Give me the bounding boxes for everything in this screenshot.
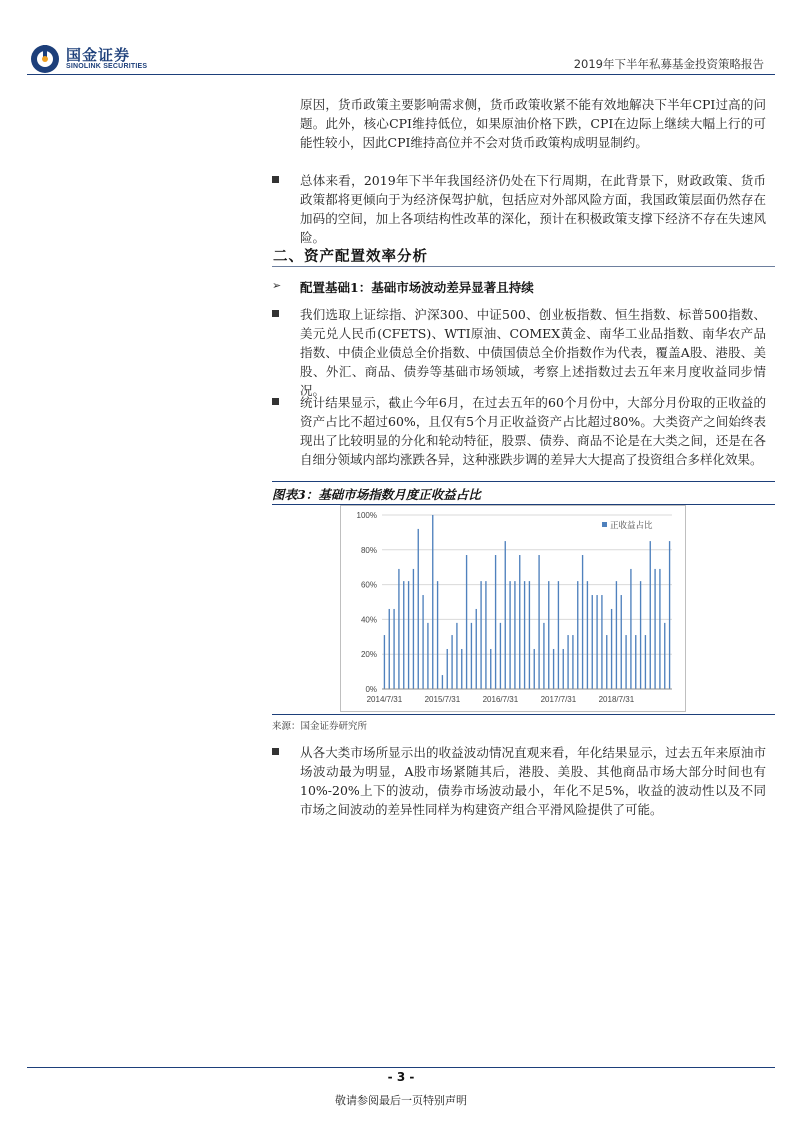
y-tick-label: 20% [360,650,377,660]
bar [543,623,544,689]
bar [480,581,481,689]
section-title: 二、资产配置效率分析 [273,249,428,265]
paragraph-summary: 总体来看，2019年下半年我国经济仍处在下行周期，在此背景下，财政政策、货币政策都将更倾向于为经济保驾护航，包括应对外部风险方面，我国政策层面仍然存在加码的空间，加上各项结构性改革的深化，预计在积极政策支撑下经济不存在失速风险。 [300,173,766,245]
bar [577,581,578,689]
footer-divider [27,1067,775,1068]
x-tick-label: 2015/7/31 [424,695,461,704]
bar [418,529,419,689]
bar [514,581,515,689]
bar [509,581,510,689]
bar [616,581,617,689]
bar [582,555,583,689]
bar [461,649,462,689]
bar [422,595,423,689]
bullet-marker [272,176,279,183]
arrow-bullet-icon: ➢ [272,279,282,292]
bar [413,569,414,689]
bar [563,649,564,689]
bar [447,649,448,689]
paragraph-statistics: 统计结果显示，截止今年6月，在过去五年的60个月份中，大部分月份取的正收益的资产占比不超过60%，且仅有5个月正收益资产占比超过80%。大类资产之间始终表现出了比较明显的分化和轮动特征，股票、债券、商品不论是在大类之间，还是在各自细分领域内部均涨跌各异，这种涨跌步调的差异大大提高了投资组合多样化效果。 [300,395,766,467]
figure-title: 图表3：基础市场指数月度正收益占比 [272,487,481,502]
bar [485,581,486,689]
bar [398,569,399,689]
header-divider [27,74,775,75]
section-divider [272,266,775,267]
bar [432,515,433,689]
company-logo [30,44,170,76]
bar [403,581,404,689]
bar [621,595,622,689]
bar [611,609,612,689]
y-tick-label: 80% [360,545,377,555]
logo-name-cn: 国金证券 [66,46,131,64]
y-tick-label: 0% [365,685,377,694]
bar [654,569,655,689]
bar [524,581,525,689]
figure-source: 来源：国金证券研究所 [272,721,368,732]
x-tick-label: 2016/7/31 [482,695,519,704]
bar [640,581,641,689]
bar [645,635,646,689]
bar [558,581,559,689]
page-number: - 3 - [387,1070,415,1084]
bar [495,555,496,689]
bar [437,581,438,689]
bullet-marker [272,398,279,405]
bar [625,635,626,689]
figure-bottom-divider [272,714,775,715]
bar [384,635,385,689]
bar [635,635,636,689]
report-title: 2019年下半年私募基金投资策略报告 [573,57,764,71]
bar [606,635,607,689]
bar [466,555,467,689]
bar [659,569,660,689]
bar [572,635,573,689]
bar [596,595,597,689]
bar-chart [340,505,686,712]
y-tick-label: 100% [356,511,377,520]
bar [519,555,520,689]
x-tick-label: 2018/7/31 [598,695,635,704]
logo-name-en: SINOLINK SECURITIES [66,63,148,70]
bar [442,675,443,689]
bar [669,541,670,689]
bar [500,623,501,689]
bar [490,649,491,689]
x-tick-label: 2017/7/31 [540,695,577,704]
bar [427,623,428,689]
y-tick-label: 60% [360,580,377,590]
disclaimer-note: 敬请参阅最后一页特别声明 [335,1094,467,1107]
bar [505,541,506,689]
page-header [0,0,802,80]
bar [471,623,472,689]
bar [529,581,530,689]
legend-swatch [602,522,607,527]
bar [592,595,593,689]
bar [408,581,409,689]
paragraph-volatility: 从各大类市场所显示出的收益波动情况直观来看，年化结果显示，过去五年来原油市场波动最为明显，A股市场紧随其后，港股、美股、其他商品市场大部分时间也有10%-20%上下的波动，债券市场波动最小，年化不足5%，收益的波动性以及不同市场之间波动的差异性同样为构建资产组合平滑风险提供了可能。 [300,745,766,817]
bar [456,623,457,689]
subsection-title: 配置基础1：基础市场波动差异显著且持续 [300,280,534,295]
bar [548,581,549,689]
bar [538,555,539,689]
bar [587,581,588,689]
bar [630,569,631,689]
bar [393,609,394,689]
bar [389,609,390,689]
logo-mark-icon [30,44,60,74]
x-tick-label: 2014/7/31 [366,695,403,704]
chart-svg [340,505,686,712]
bar [553,649,554,689]
paragraph-index-selection: 我们选取上证综指、沪深300、中证500、创业板指数、恒生指数、标普500指数、美元兑人民币(CFETS)、WTI原油、COMEX黄金、南华工业品指数、南华农产品指数、中债企业债总全价指数、中债国债总全价指数作为代表，覆盖A股、港股、美股、外汇、商品、债券等基础市场领域，考察上述指数过去五年来月度收益同步情况。 [300,307,766,398]
legend-label: 正收益占比 [610,521,653,531]
bar [534,649,535,689]
bar [601,595,602,689]
bar [567,635,568,689]
bar [451,635,452,689]
bullet-marker [272,748,279,755]
y-tick-label: 40% [360,615,377,625]
bar [476,609,477,689]
bullet-marker [272,310,279,317]
chart-frame [341,506,686,712]
bar [650,541,651,689]
figure-caption-bar [272,481,775,505]
paragraph-cpi: 原因，货币政策主要影响需求侧，货币政策收紧不能有效地解决下半年CPI过高的问题。此外，核心CPI维持低位，如果原油价格下跌，CPI在边际上继续大幅上行的可能性较小，因此CPI维持高位并不会对货币政策构成明显制约。 [300,97,766,150]
bar [664,623,665,689]
